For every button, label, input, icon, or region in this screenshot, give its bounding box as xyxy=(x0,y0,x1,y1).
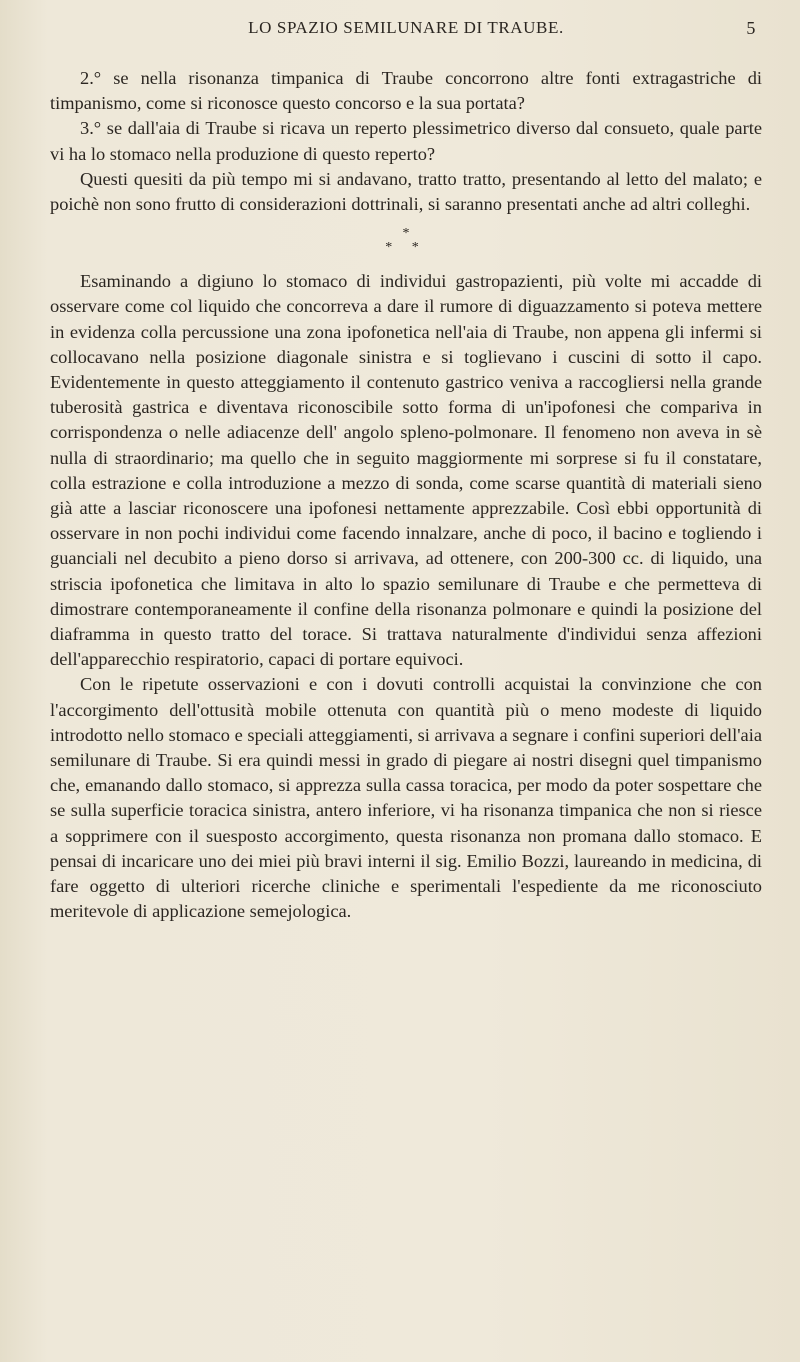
running-title: LO SPAZIO SEMILUNARE DI TRAUBE. xyxy=(248,18,564,37)
paragraph-conclusions: Con le ripetute osservazioni e con i dovuti controlli acquistai la convinzione che con l'accorgimento dell'ottusità mobile ottenuta con quantità più o meno modeste di liquido introdotto nello stomaco e speciali atteggiamenti, si arrivava a segnare i confini superiori dell'aia semilunare di Traube. Si era quindi messi in grado di piegare ai nostri disegni quel timpanismo che, emanando dallo stomaco, si apprezza sulla cassa toracica, per modo da poter sospettare che se sulla superficie toracica sinistra, antero inferiore, vi ha risonanza timpanica che non si riesce a sopprimere con il suesposto accorgimento, questa risonanza non promana dallo stomaco. E pensai di incaricare uno dei miei più bravi interni il sig. Emilio Bozzi, laureando in medicina, di fare oggetto di ulteriori ricerche cliniche e sperimentali l'espediente da me riconosciuto meritevole di applicazione semejologica. xyxy=(50,674,762,922)
paragraph-question-3: 3.° se dall'aia di Traube si ricava un reperto plessimetrico diverso dal consueto, quale parte vi ha lo stomaco nella produzione di questo reperto? xyxy=(50,118,762,164)
page-body xyxy=(50,66,762,925)
section-asterism xyxy=(50,227,762,255)
paragraph-questions-intro: Questi quesiti da più tempo mi si andavano, tratto tratto, presentando al letto del malato; e poichè non sono frutto di considerazioni dottrinali, si saranno presentati anche ad altri colleghi. xyxy=(50,168,762,215)
page-number: 5 xyxy=(746,18,756,38)
asterism-top: * xyxy=(402,226,410,242)
paragraph-question-2: 2.° se nella risonanza timpanica di Traube concorrono altre fonti extragastriche di timpanismo, come si riconosce questo concorso e la sua portata? xyxy=(50,68,762,114)
asterism-bottom: * * xyxy=(385,240,427,256)
page-header xyxy=(50,18,762,46)
paragraph-observations: Esaminando a digiuno lo stomaco di individui gastropazienti, più volte mi accadde di osservare come col liquido che concorreva a dare il rumore di diguazzamento si poteva mettere in evidenza colla percussione una zona ipofonetica nell'aia di Traube, non appena gli infermi si collocavano nella posizione diagonale sinistra e si toglievano i cuscini di sotto il capo. Evidentemente in questo atteggiamento il contenuto gastrico veniva a raccogliersi nella grande tuberosità gastrica e diventava riconoscibile sotto forma di un'ipofonesi che compariva in corrispondenza o nelle adiacenze dell' angolo spleno-polmonare. Il fenomeno non aveva in sè nulla di straordinario; ma quello che in seguito maggiormente mi sorprese si fu il constatare, colla estrazione e colla introduzione a mezzo di sonda, come scarse quantità di materiali sieno già atte a lasciar riconoscere una ipofonesi nettamente apprezzabile. Così ebbi opportunità di osservare in non pochi individui come facendo innalzare, anche di poco, il bacino e togliendo i guanciali nel decubito a pieno dorso si arrivava, ad ottenere, con 200-300 cc. di liquido, una striscia ipofonetica che limitava in alto lo spazio semilunare di Traube e che permetteva di dimostrare contemporaneamente il confine della risonanza polmonare e quindi la posizione del diaframma in questo tratto del torace. Si trattava naturalmente d'individui senza affezioni dell'apparecchio respiratorio, capaci di portare equivoci. xyxy=(50,271,762,670)
